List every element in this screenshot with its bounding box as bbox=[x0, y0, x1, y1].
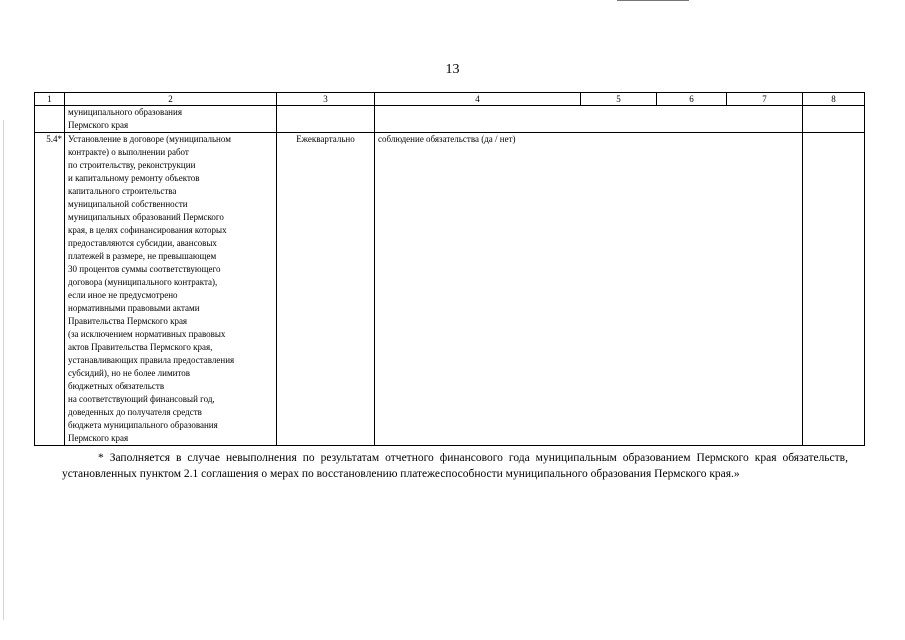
header-cell-5: 5 bbox=[581, 93, 657, 106]
continuation-row bbox=[35, 106, 865, 133]
continuation-cell-3 bbox=[277, 106, 375, 133]
header-cell-7: 7 bbox=[727, 93, 803, 106]
continuation-description: муниципального образования Пермского края bbox=[65, 106, 277, 133]
footnote: * Заполняется в случае невыполнения по результатам отчетного финансового года муниципальным образованием Пермского края обязательств, установленных пунктом 2.1 соглашения о мерах по восстановлению платежеспособности муниципального образования Пермского края.» bbox=[62, 452, 848, 480]
row-number: 5.4* bbox=[35, 133, 65, 446]
header-cell-1: 1 bbox=[35, 93, 65, 106]
table-header-row bbox=[35, 93, 865, 106]
scan-left-edge bbox=[3, 120, 4, 620]
obligations-table bbox=[34, 92, 865, 446]
continuation-cell-8 bbox=[803, 106, 865, 133]
scan-top-mark bbox=[617, 0, 689, 1]
row-indicator: соблюдение обязательства (да / нет) bbox=[375, 133, 803, 446]
continuation-cell-1 bbox=[35, 106, 65, 133]
header-cell-3: 3 bbox=[277, 93, 375, 106]
continuation-cell-4-7 bbox=[375, 106, 803, 133]
row-description: Установление в договоре (муниципальном контракте) о выполнении работ по строительству, реконструкции и капитальному ремонту объектов капитального строительства муниципальной собственности муниципальных образований Пермского края, в целях софинансирования которых предоставляются субсидии, авансовых платежей в размере, не превышающем 30 процентов суммы соответствующего договора (муниципального контракта), если иное не предусмотрено нормативными правовыми актами Правительства Пермского края (за исключением нормативных правовых актов Правительства Пермского края, устанавливающих правила предоставления субсидий), но не более лимитов бюджетных обязательств на соответствующий финансовый год, доведенных до получателя средств бюджета муниципального образования Пермского края bbox=[65, 133, 277, 446]
header-cell-4: 4 bbox=[375, 93, 581, 106]
row-cell-8 bbox=[803, 133, 865, 446]
page-number: 13 bbox=[445, 62, 460, 77]
table-row bbox=[35, 133, 865, 446]
row-frequency: Ежеквартально bbox=[277, 133, 375, 446]
header-cell-8: 8 bbox=[803, 93, 865, 106]
header-cell-6: 6 bbox=[657, 93, 727, 106]
header-cell-2: 2 bbox=[65, 93, 277, 106]
